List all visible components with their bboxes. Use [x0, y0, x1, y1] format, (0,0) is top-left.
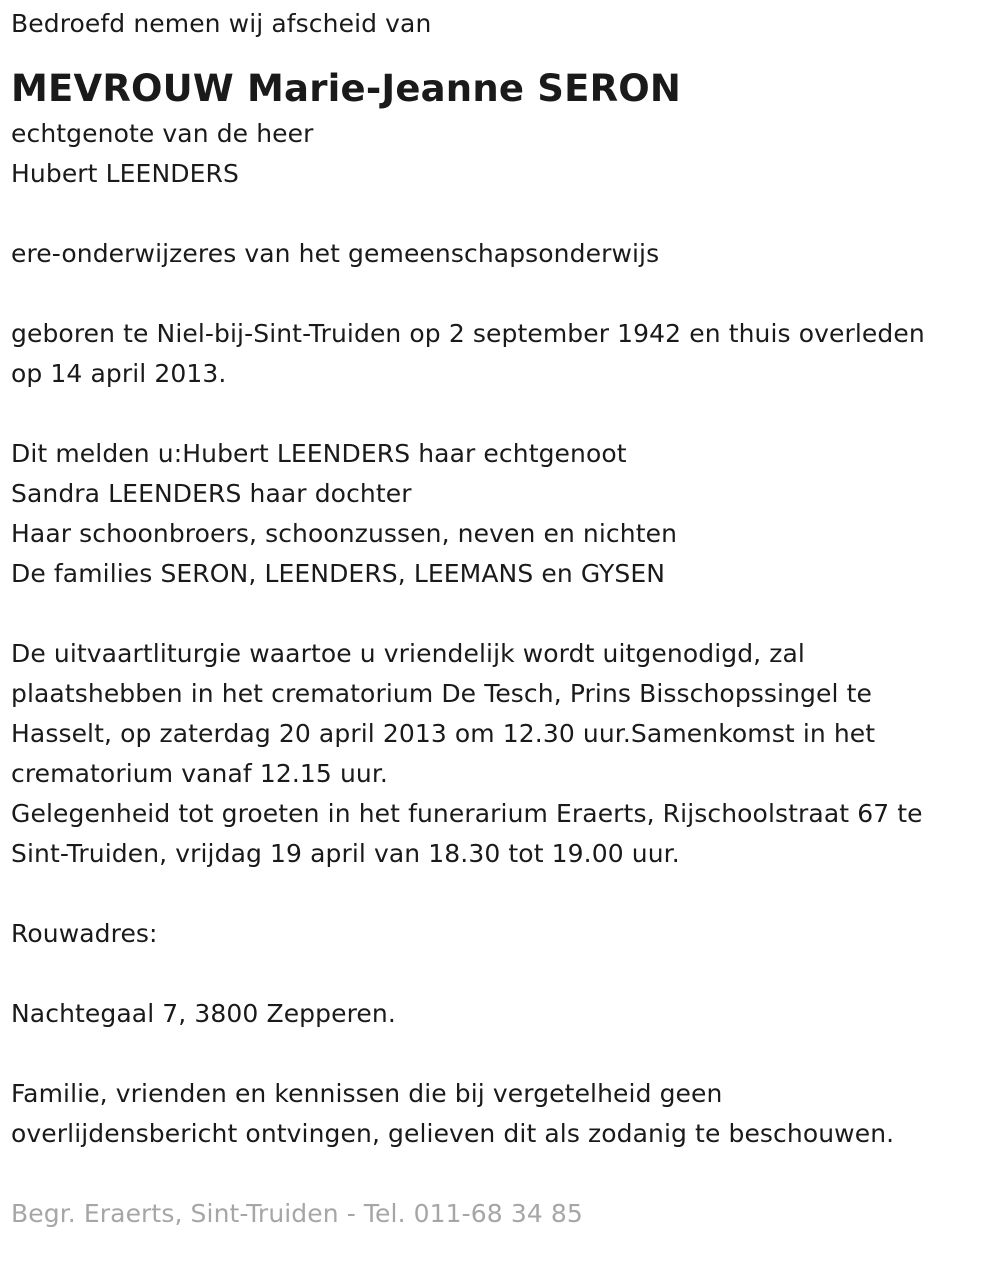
deceased-name: MEVROUW Marie-Jeanne SERON — [11, 67, 682, 110]
notice-line: overlijdensbericht ontvingen, gelieven dit als zodanig te beschouwen. — [11, 1119, 895, 1148]
address-label: Rouwadres: — [11, 919, 158, 948]
ceremony-line: Sint-Truiden, vrijdag 19 april van 18.30 tot 19.00 uur. — [11, 839, 680, 868]
spacer — [11, 1154, 991, 1194]
ceremony-line: De uitvaartliturgie waartoe u vriendelijk wordt uitgenodigd, zal — [11, 639, 805, 668]
obituary-notice — [11, 4, 991, 1234]
birth-death-line-1: geboren te Niel-bij-Sint-Truiden op 2 september 1942 en thuis overleden — [11, 319, 925, 348]
intro-text: Bedroefd nemen wij afscheid van — [11, 9, 432, 38]
notice-line: Familie, vrienden en kennissen die bij vergetelheid geen — [11, 1079, 723, 1108]
spacer — [11, 1034, 991, 1074]
ceremony-line: Gelegenheid tot groeten in het funerarium Eraerts, Rijschoolstraat 67 te — [11, 799, 923, 828]
birth-death-line-2: op 14 april 2013. — [11, 359, 227, 388]
spacer — [11, 194, 991, 234]
profession-text: ere-onderwijzeres van het gemeenschapsonderwijs — [11, 239, 660, 268]
spouse-line-2: Hubert LEENDERS — [11, 159, 239, 188]
spouse-line-1: echtgenote van de heer — [11, 119, 314, 148]
spacer — [11, 874, 991, 914]
ceremony-line: crematorium vanaf 12.15 uur. — [11, 759, 388, 788]
spacer — [11, 274, 991, 314]
announcer-line: Dit melden u:Hubert LEENDERS haar echtgenoot — [11, 439, 627, 468]
announcer-line: De families SERON, LEENDERS, LEEMANS en GYSEN — [11, 559, 666, 588]
announcer-line: Sandra LEENDERS haar dochter — [11, 479, 412, 508]
spacer — [11, 954, 991, 994]
announcer-line: Haar schoonbroers, schoonzussen, neven en nichten — [11, 519, 678, 548]
funeral-home-footer: Begr. Eraerts, Sint-Truiden - Tel. 011-68 34 85 — [11, 1199, 583, 1228]
spacer — [11, 394, 991, 434]
address-text: Nachtegaal 7, 3800 Zepperen. — [11, 999, 396, 1028]
ceremony-line: Hasselt, op zaterdag 20 april 2013 om 12.30 uur.Samenkomst in het — [11, 719, 876, 748]
ceremony-line: plaatshebben in het crematorium De Tesch, Prins Bisschopssingel te — [11, 679, 872, 708]
spacer — [11, 594, 991, 634]
